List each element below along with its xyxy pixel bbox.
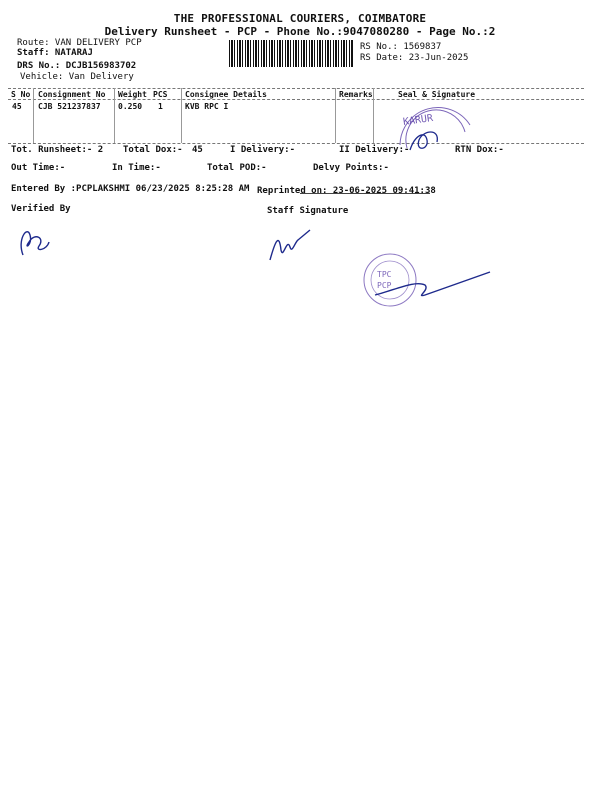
entered-by: Entered By :PCPLAKSHMI 06/23/2025 8:25:28 AM <box>11 184 250 194</box>
row-pcs: 1 <box>158 102 163 111</box>
drs-number: DRS No.: DCJB156983702 <box>17 61 137 71</box>
rs-date: RS Date: 23-Jun-2025 <box>360 53 469 63</box>
table-header-rule <box>8 99 584 100</box>
col-divider <box>181 88 182 143</box>
header-sno: S No <box>11 90 31 99</box>
col-divider <box>335 88 336 143</box>
row-sno: 45 <box>12 102 22 111</box>
staff-signature <box>265 222 325 267</box>
col-divider <box>373 88 374 143</box>
i-delivery: I Delivery:- <box>230 145 296 155</box>
col-divider <box>114 88 115 143</box>
company-round-stamp <box>355 250 505 320</box>
svg-text:PCP: PCP <box>377 281 392 290</box>
header-consignment: Consignment No <box>38 90 106 99</box>
runsheet-subtitle: Delivery Runsheet - PCP - Phone No.:9047080280 - Page No.:2 <box>104 25 496 38</box>
verified-signature <box>15 220 65 260</box>
rs-number: RS No.: 1569837 <box>360 42 442 52</box>
header-pcs: PCS <box>153 90 168 99</box>
table-top-rule <box>8 88 584 89</box>
route-text: Route: VAN DELIVERY PCP <box>17 38 142 48</box>
delvy-points: Delvy Points:- <box>313 163 389 173</box>
vehicle-text: Vehicle: Van Delivery <box>20 72 134 82</box>
header-consignee: Consignee Details <box>185 90 267 99</box>
reprint-strike <box>300 193 430 194</box>
table-bottom-rule <box>8 143 584 144</box>
total-pod: Total POD:- <box>207 163 267 173</box>
tot-runsheet: Tot. Runsheet:- 2 <box>11 145 104 155</box>
col-divider <box>33 88 34 143</box>
svg-text:KARUR: KARUR <box>402 112 434 129</box>
header-remarks: Remarks <box>339 90 373 99</box>
header-weight: Weight <box>118 90 147 99</box>
header-seal: Seal & Signature <box>398 90 476 99</box>
row-weight: 0.250 <box>118 102 143 111</box>
total-dox-label: Total Dox:- <box>123 145 183 155</box>
barcode <box>229 40 354 67</box>
rtn-dox: RTN Dox:- <box>455 145 504 155</box>
svg-text:TPC: TPC <box>377 270 392 279</box>
total-dox-value: 45 <box>192 145 203 155</box>
in-time: In Time:- <box>112 163 161 173</box>
out-time: Out Time:- <box>11 163 66 173</box>
staff-text: Staff: NATARAJ <box>17 48 93 58</box>
row-consignee: KVB RPC I <box>185 102 229 111</box>
reprinted-on: Reprinted on: 23-06-2025 09:41:38 <box>257 186 436 196</box>
ii-delivery: II Delivery:- <box>339 145 410 155</box>
staff-signature-label: Staff Signature <box>267 206 349 216</box>
verified-by-label: Verified By <box>11 204 71 214</box>
row-consignment: CJB 521237837 <box>38 102 101 111</box>
company-title: THE PROFESSIONAL COURIERS, COIMBATORE <box>173 12 427 25</box>
